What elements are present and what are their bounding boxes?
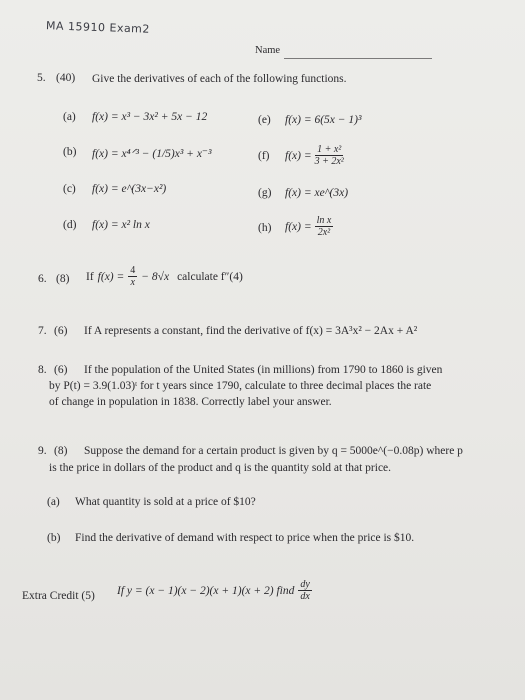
q6-if: If (86, 270, 94, 283)
q5-prompt: Give the derivatives of each of the following functions. (92, 73, 347, 85)
q8-number: 8. (38, 364, 47, 376)
q5-part-e-label: (e) (258, 114, 271, 126)
q8-line-3: of change in population in 1838. Correctly label your answer. (49, 396, 332, 408)
q6-expression (86, 265, 243, 288)
q5-part-f-label: (f) (258, 150, 270, 162)
q8-points: (6) (54, 364, 68, 376)
q6-number: 6. (38, 273, 47, 285)
extra-credit-denominator: dx (300, 591, 310, 602)
q6-tail: calculate f″(4) (177, 270, 243, 283)
q9-part-b-text: Find the derivative of demand with respect to price when the price is $10. (75, 532, 415, 544)
q5-part-h-fraction (315, 215, 334, 238)
q5-part-c-label: (c) (63, 183, 76, 195)
q5-part-a-label: (a) (63, 111, 76, 123)
q5-part-f-fraction (315, 144, 344, 167)
q6-points: (8) (56, 273, 70, 285)
q5-part-d-label: (d) (63, 219, 77, 231)
q5-part-d-expr: f(x) = x² ln x (92, 219, 150, 231)
extra-credit-fraction (298, 579, 311, 602)
q7-number: 7. (38, 325, 47, 337)
q9-part-a-label: (a) (47, 496, 60, 508)
q5-part-g-label: (g) (258, 187, 272, 199)
q6-denominator: x (130, 277, 135, 288)
extra-credit-label: Extra Credit (5) (22, 590, 95, 602)
q5-part-f-expr (285, 144, 344, 167)
q5-part-h-label: (h) (258, 222, 272, 234)
q9-line-1: Suppose the demand for a certain product is given by q = 5000e^(−0.08p) where p (84, 445, 463, 457)
q5-part-b-expr: f(x) = x⁴ᐟ³ − (1/5)x³ + x⁻³ (92, 148, 212, 160)
extra-credit-text: If y = (x − 1)(x − 2)(x + 1)(x + 2) find (117, 584, 295, 597)
q9-line-2: is the price in dollars of the product and q is the quantity sold at that price. (49, 462, 392, 474)
q5-part-g-expr: f(x) = xe^(3x) (285, 187, 349, 199)
q6-lhs: f(x) = (97, 270, 125, 283)
q5-part-h-expr (285, 215, 333, 238)
q5-part-h-lhs: f(x) = (285, 220, 312, 233)
q7-text: If A represents a constant, find the derivative of f(x) = 3A³x² − 2Ax + A² (84, 325, 418, 337)
handwritten-title: MA 15910 Exam2 (45, 19, 151, 36)
q8-line-1: If the population of the United States (in millions) from 1790 to 1860 is given (84, 364, 443, 376)
q5-part-e-expr: f(x) = 6(5x − 1)³ (285, 114, 362, 126)
q5-part-h-denominator: 2x² (317, 227, 331, 238)
q6-fraction (128, 265, 137, 288)
q5-part-h-numerator: ln x (316, 215, 332, 226)
q6-rest: − 8√x (141, 270, 170, 283)
q5-part-f-lhs: f(x) = (285, 149, 312, 162)
q9-number: 9. (38, 445, 47, 457)
q8-line-2: by P(t) = 3.9(1.03)ᵗ for t years since 1790, calculate to three decimal places the rate (49, 380, 432, 392)
q5-number: 5. (37, 72, 46, 84)
q5-points: (40) (56, 72, 76, 84)
q5-part-a-expr: f(x) = x³ − 3x² + 5x − 12 (92, 111, 208, 123)
q5-part-b-label: (b) (63, 146, 77, 158)
q9-points: (8) (54, 445, 68, 457)
q9-part-b-label: (b) (47, 532, 61, 544)
name-label: Name (255, 45, 281, 56)
q5-part-f-numerator: 1 + x² (317, 144, 342, 155)
extra-credit-numerator: dy (300, 579, 310, 590)
q7-points: (6) (54, 325, 68, 337)
q9-part-a-text: What quantity is sold at a price of $10? (75, 496, 256, 508)
q5-part-f-denominator: 3 + 2x² (314, 156, 344, 167)
name-blank-line (284, 58, 432, 59)
extra-credit-expression (117, 579, 312, 602)
q6-numerator: 4 (130, 265, 136, 276)
q5-part-c-expr: f(x) = e^(3x−x²) (92, 183, 167, 195)
